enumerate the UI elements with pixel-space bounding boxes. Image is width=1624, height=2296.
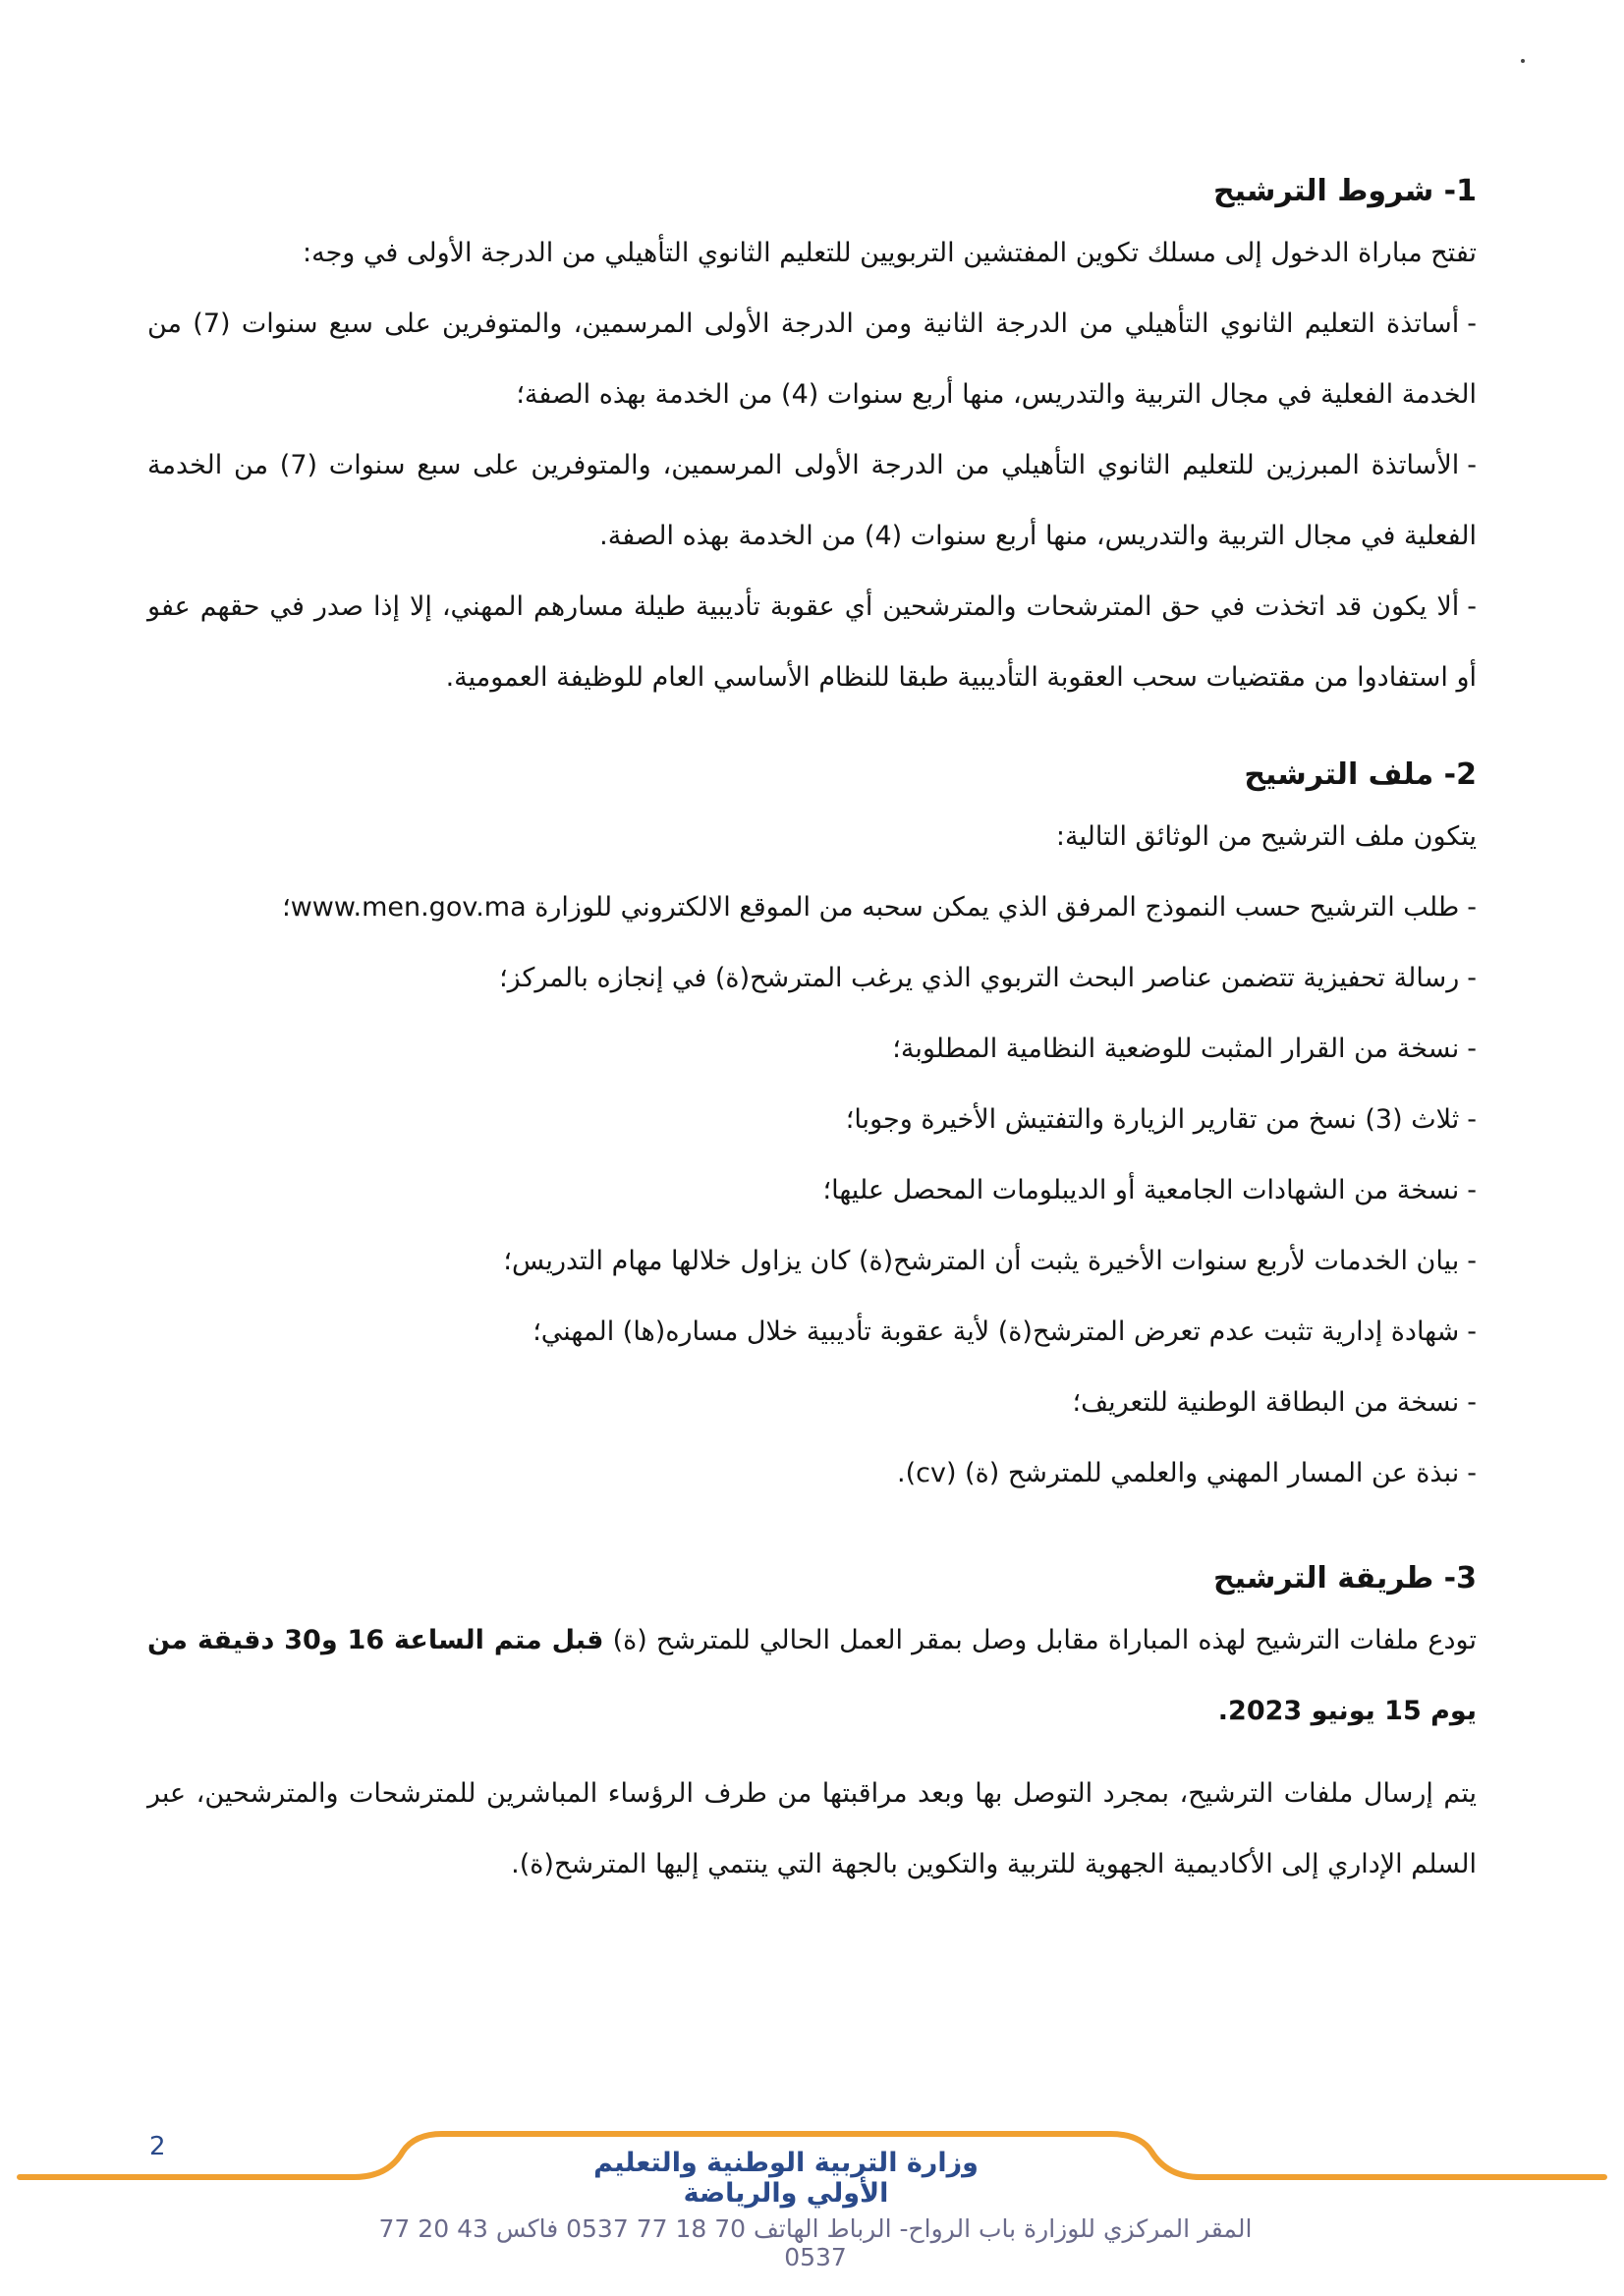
section1-item-text: ألا يكون قد اتخذت في حق المترشحات والمترشحين أي عقوبة تأديبية طيلة مسارهم المهني، إلا إذا صدر في حقهم عفو أو استفادوا من مقتضيات سحب العقوبة التأديبية طبقا للنظام الأساسي العام للوظيفة العمومية. (147, 591, 1477, 693)
list-item: -شهادة إدارية تثبت عدم تعرض المترشح(ة) لأية عقوبة تأديبية خلال مساره(ها) المهني؛ (532, 1316, 1477, 1347)
list-item-text: بيان الخدمات لأربع سنوات الأخيرة يثبت أن المترشح(ة) كان يزاول خلالها مهام التدريس؛ (503, 1246, 1460, 1276)
section3-paragraph-1 (147, 1605, 1477, 1747)
section1-item-text: أساتذة التعليم الثانوي التأهيلي من الدرجة الثانية ومن الدرجة الأولى المرسمين، والمتوفرين على سبع سنوات (7) من الخدمة الفعلية في مجال التربية والتدريس، منها أربع سنوات (4) من الخدمة بهذه الصفة؛ (147, 308, 1477, 410)
section1-item: -الأساتذة المبرزين للتعليم الثانوي التأهيلي من الدرجة الأولى المرسمين، والمتوفرين على سبع سنوات (7) من الخدمة الفعلية في مجال التربية والتدريس، منها أربع سنوات (4) من الخدمة بهذه الصفة. (147, 450, 1477, 551)
deadline-text: قبل متم الساعة 16 و30 دقيقة من يوم 15 يونيو 2023. (147, 1625, 1477, 1726)
ministry-name: وزارة التربية الوطنية والتعليم الأولي والرياضة (593, 2148, 979, 2209)
list-item-text: نسخة من القرار المثبت للوضعية النظامية المطلوبة؛ (892, 1034, 1460, 1064)
document-body (147, 169, 1477, 1900)
list-item-text: نسخة من الشهادات الجامعية أو الديبلومات المحصل عليها؛ (822, 1175, 1460, 1205)
section1-heading: 1- شروط الترشيح (1212, 174, 1477, 208)
list-item-text: نسخة من البطاقة الوطنية للتعريف؛ (1072, 1387, 1460, 1418)
section3-heading: 3- طريقة الترشيح (1212, 1561, 1477, 1596)
ministry-address: المقر المركزي للوزارة باب الرواح- الرباط الهاتف 70 18 77 0537 فاكس 43 20 77 0537 (378, 2214, 1253, 2271)
list-item: -نسخة من الشهادات الجامعية أو الديبلومات المحصل عليها؛ (822, 1175, 1477, 1205)
page-number: 2 (149, 2132, 166, 2161)
documents-list (147, 872, 1477, 1509)
list-item-text: طلب الترشيح حسب النموذج المرفق الذي يمكن سحبه من الموقع الالكتروني للوزارة www.men.gov.ma؛ (282, 892, 1460, 923)
list-item: -نبذة عن المسار المهني والعلمي للمترشح (ة) (cv). (896, 1458, 1477, 1488)
list-item: -نسخة من القرار المثبت للوضعية النظامية المطلوبة؛ (892, 1034, 1477, 1064)
section1-intro: تفتح مباراة الدخول إلى مسلك تكوين المفتشين التربويين للتعليم الثانوي التأهيلي من الدرجة الأولى في وجه: (303, 238, 1477, 268)
section2-intro: يتكون ملف الترشيح من الوثائق التالية: (1055, 821, 1477, 852)
list-item: -ثلاث (3) نسخ من تقارير الزيارة والتفتيش الأخيرة وجوبا؛ (845, 1104, 1477, 1135)
section1-item: -أساتذة التعليم الثانوي التأهيلي من الدرجة الثانية ومن الدرجة الأولى المرسمين، والمتوفرين على سبع سنوات (7) من الخدمة الفعلية في مجال التربية والتدريس، منها أربع سنوات (4) من الخدمة بهذه الصفة؛ (147, 308, 1477, 410)
section1-item: -ألا يكون قد اتخذت في حق المترشحات والمترشحين أي عقوبة تأديبية طيلة مسارهم المهني، إلا إذا صدر في حقهم عفو أو استفادوا من مقتضيات سحب العقوبة التأديبية طبقا للنظام الأساسي العام للوظيفة العمومية. (147, 591, 1477, 693)
list-item-text: رسالة تحفيزية تتضمن عناصر البحث التربوي الذي يرغب المترشح(ة) في إنجازه بالمركز؛ (499, 963, 1460, 993)
section3-paragraph-2: يتم إرسال ملفات الترشيح، بمجرد التوصل بها وبعد مراقبتها من طرف الرؤساء المباشرين للمترشحات والمترشحين، عبر السلم الإداري إلى الأكاديمية الجهوية للتربية والتكوين بالجهة التي ينتمي إليها المترشح(ة). (147, 1778, 1477, 1879)
scan-speck (1521, 59, 1525, 63)
list-item: -بيان الخدمات لأربع سنوات الأخيرة يثبت أن المترشح(ة) كان يزاول خلالها مهام التدريس؛ (503, 1246, 1477, 1276)
deposit-text: تودع ملفات الترشيح لهذه المباراة مقابل وصل بمقر العمل الحالي للمترشح (ة) (612, 1625, 1477, 1655)
list-item: -نسخة من البطاقة الوطنية للتعريف؛ (1072, 1387, 1477, 1418)
section2-heading: 2- ملف الترشيح (1244, 757, 1477, 792)
section1-item-text: الأساتذة المبرزين للتعليم الثانوي التأهيلي من الدرجة الأولى المرسمين، والمتوفرين على سبع سنوات (7) من الخدمة الفعلية في مجال التربية والتدريس، منها أربع سنوات (4) من الخدمة بهذه الصفة. (147, 450, 1477, 551)
list-item-text: نبذة عن المسار المهني والعلمي للمترشح (ة) (cv). (896, 1458, 1460, 1488)
list-item: -رسالة تحفيزية تتضمن عناصر البحث التربوي الذي يرغب المترشح(ة) في إنجازه بالمركز؛ (499, 963, 1477, 993)
list-item-text: ثلاث (3) نسخ من تقارير الزيارة والتفتيش الأخيرة وجوبا؛ (845, 1104, 1460, 1135)
list-item: -طلب الترشيح حسب النموذج المرفق الذي يمكن سحبه من الموقع الالكتروني للوزارة www.men.gov.ma؛ (282, 892, 1477, 923)
list-item-text: شهادة إدارية تثبت عدم تعرض المترشح(ة) لأية عقوبة تأديبية خلال مساره(ها) المهني؛ (532, 1316, 1460, 1347)
